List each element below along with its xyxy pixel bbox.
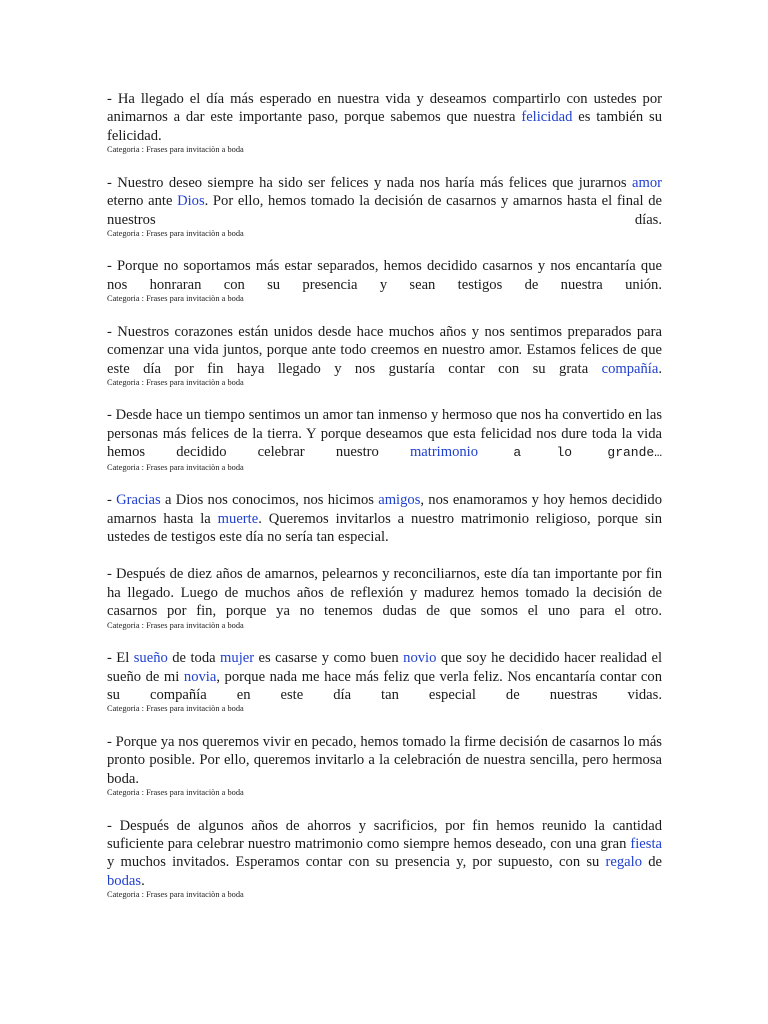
phrase-text (107, 817, 662, 891)
phrase-segment: de toda (167, 650, 221, 667)
keyword-link[interactable]: Gracias (116, 492, 161, 509)
phrase-segment: . Queremos invitarlos a nuestro matrimonio religioso, porque sin ustedes de testigos este día no sería tan especial. (107, 510, 662, 545)
phrase-segment: , nos enamoramos y hoy hemos decidido amarnos hasta la (107, 492, 662, 527)
phrase-text (107, 406, 662, 462)
category-label: Categoria : Frases para invitaciòn a boda (107, 228, 244, 238)
phrase-segment: a Dios nos conocimos, nos hicimos (160, 492, 379, 509)
phrase-list (107, 90, 662, 900)
phrase-segment: - Ha llegado el día más esperado en nuestra vida y deseamos compartirlo con ustedes por animarnos a dar este importante paso, porque sabemos que nuestra (107, 91, 662, 126)
phrase-entry (107, 817, 662, 900)
phrase-entry (107, 491, 662, 546)
phrase-segment: . (141, 872, 145, 889)
phrase-segment: eterno ante (107, 193, 178, 210)
phrase-text (107, 491, 662, 546)
phrase-segment: que soy he decidido hacer realidad el sueño de mi (107, 650, 662, 685)
phrase-text (107, 174, 662, 229)
keyword-link[interactable]: fiesta (630, 835, 662, 852)
phrase-entry (107, 649, 662, 714)
phrase-segment: - Después de diez años de amarnos, pelearnos y reconciliarnos, este día tan importante por fin ha llegado. Luego de muchos años de reflexión y madurez hemos tomado la decisión de casarnos por fin, porque ya no tenemos dudas de que somos el uno para el otro. (107, 566, 662, 620)
keyword-link[interactable]: regalo (605, 854, 642, 871)
keyword-link[interactable]: novio (403, 650, 437, 667)
phrase-entry (107, 323, 662, 388)
phrase-text (107, 565, 662, 620)
phrase-text (107, 733, 662, 788)
phrase-segment: - El (107, 650, 134, 667)
phrase-entry (107, 733, 662, 798)
phrase-segment: . (658, 360, 662, 377)
category-label: Categoria : Frases para invitaciòn a boda (107, 145, 244, 155)
phrase-segment: , porque nada me hace más feliz que verla feliz. Nos encantaría contar con su compañía en este día tan especial de nuestras vidas. (107, 668, 662, 703)
keyword-link[interactable]: novia (183, 668, 217, 685)
keyword-link[interactable]: mujer (220, 650, 255, 667)
keyword-link[interactable]: amigos (378, 492, 421, 509)
phrase-segment: - Porque no soportamos más estar separados, hemos decidido casarnos y nos encantaría que nos honraran con su presencia y sean testigos de nuestra unión. (107, 258, 662, 293)
phrase-text (107, 649, 662, 704)
phrase-segment: - Desde hace un tiempo sentimos un amor tan inmenso y hermoso que nos ha convertido en las personas más felices de la tierra. Y porque deseamos que esta felicidad nos dure toda la vida hemos decidido celebrar nuestro (107, 407, 662, 461)
phrase-text (107, 90, 662, 145)
phrase-segment: - Porque ya nos queremos vivir en pecado, hemos tomado la firme decisión de casarnos lo más pronto posible. Por ello, queremos invitarlo a la celebración de nuestra sencilla, pero hermosa boda. (107, 733, 662, 787)
category-label: Categoria : Frases para invitaciòn a boda (107, 294, 244, 304)
keyword-link[interactable]: bodas (107, 872, 142, 889)
phrase-segment: - Después de algunos años de ahorros y sacrificios, por fin hemos reunido la cantidad suficiente para celebrar nuestro matrimonio como siempre hemos deseado, con una gran (107, 817, 662, 852)
phrase-segment: - (107, 492, 117, 509)
phrase-text (107, 323, 662, 378)
keyword-link[interactable]: compañía (601, 360, 659, 377)
category-label: Categoria : Frases para invitaciòn a boda (107, 788, 244, 798)
category-label: Categoria : Frases para invitaciòn a boda (107, 890, 244, 900)
phrase-text (107, 257, 662, 294)
phrase-segment: y muchos invitados. Esperamos contar con su presencia y, por supuesto, con su (107, 854, 606, 871)
phrase-segment: - Nuestros corazones están unidos desde hace muchos años y nos sentimos preparados para comenzar una vida juntos, porque ante todo creemos en nuestro amor. Estamos felices de que este día por fin haya llegado y nos gustaría contar con su grata (107, 323, 662, 377)
phrase-entry (107, 90, 662, 155)
phrase-segment: a lo grande… (478, 445, 662, 461)
phrase-entry (107, 257, 662, 303)
keyword-link[interactable]: matrimonio (409, 444, 479, 461)
keyword-link[interactable]: felicidad (521, 109, 573, 126)
keyword-link[interactable]: Dios (177, 193, 205, 210)
category-label: Categoria : Frases para invitaciòn a boda (107, 377, 244, 387)
category-label: Categoria : Frases para invitaciòn a boda (107, 704, 244, 714)
keyword-link[interactable]: sueño (133, 650, 168, 667)
phrase-segment: . Por ello, hemos tomado la decisión de casarnos y amarnos hasta el final de nuestros días. (107, 193, 662, 228)
phrase-segment: - Nuestro deseo siempre ha sido ser felices y nada nos haría más felices que jurarnos (107, 174, 632, 191)
phrase-segment: de (642, 854, 662, 871)
phrase-entry (107, 174, 662, 239)
phrase-entry (107, 406, 662, 472)
phrase-entry (107, 565, 662, 630)
keyword-link[interactable]: muerte (217, 510, 259, 527)
category-label: Categoria : Frases para invitaciòn a boda (107, 462, 244, 472)
category-label: Categoria : Frases para invitaciòn a boda (107, 620, 244, 630)
phrase-segment: es casarse y como buen (254, 650, 404, 667)
keyword-link[interactable]: amor (632, 174, 662, 191)
phrase-segment: es también su felicidad. (107, 109, 662, 144)
